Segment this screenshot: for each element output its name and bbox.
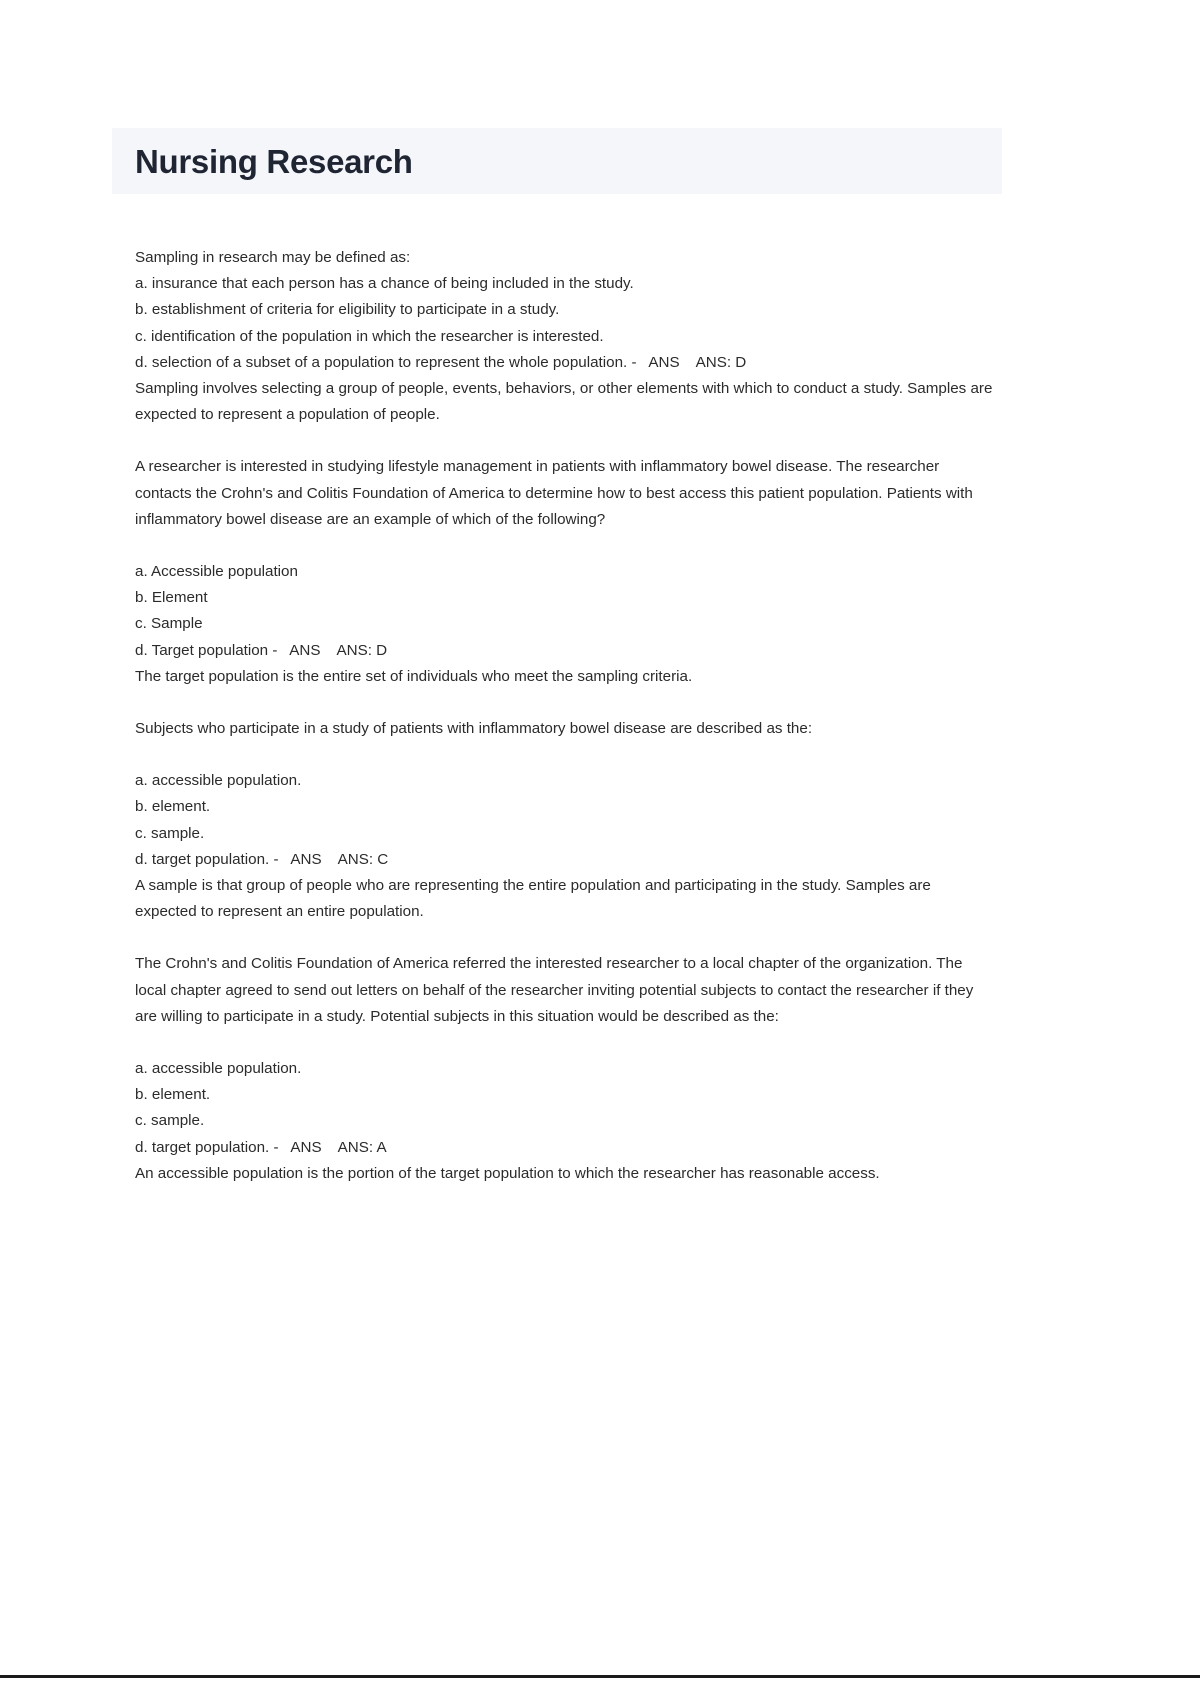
- option-a: a. insurance that each person has a chance of being included in the study.: [135, 275, 634, 293]
- question-block-4-options: [135, 1056, 995, 1187]
- question-stem: A researcher is interested in studying lifestyle management in patients with inflammatory bowel disease. The researcher contacts the Crohn's and Colitis Foundation of America to determine how to best access this patient population. Patients with inflammatory bowel disease are an example of which of the following?: [135, 458, 973, 528]
- option-d-answer: d. Target population - ANS ANS: D: [135, 641, 388, 659]
- answer-rationale: Sampling involves selecting a group of people, events, behaviors, or other elements with which to conduct a study. Samples are expected to represent a population of people.: [135, 380, 993, 424]
- option-d-answer: d. target population. - ANS ANS: C: [135, 850, 389, 868]
- option-d-answer: d. target population. - ANS ANS: A: [135, 1138, 387, 1156]
- option-c: c. sample.: [135, 824, 205, 842]
- question-block-4-stem: [135, 951, 995, 1030]
- option-c: c. identification of the population in which the researcher is interested.: [135, 327, 604, 345]
- option-a: a. Accessible population: [135, 563, 298, 581]
- option-b: b. element.: [135, 798, 211, 816]
- document-body: [135, 245, 995, 1187]
- question-block-3-options: [135, 768, 995, 925]
- question-block-1: [135, 245, 995, 428]
- question-stem: Sampling in research may be defined as:: [135, 249, 411, 266]
- answer-rationale: An accessible population is the portion of the target population to which the researcher has reasonable access.: [135, 1164, 880, 1182]
- question-stem: The Crohn's and Colitis Foundation of America referred the interested researcher to a local chapter of the organization. The local chapter agreed to send out letters on behalf of the researcher inviting potential subjects to contact the researcher if they are willing to participate in a study. Potential subjects in this situation would be described as the:: [135, 955, 974, 1025]
- question-block-2-options: [135, 559, 995, 690]
- answer-rationale: A sample is that group of people who are representing the entire population and participating in the study. Samples are expected to represent an entire population.: [135, 877, 931, 921]
- question-block-2-stem: [135, 454, 995, 533]
- answer-rationale: The target population is the entire set of individuals who meet the sampling criteria.: [135, 667, 693, 685]
- option-c: c. sample.: [135, 1112, 205, 1130]
- page-title: Nursing Research: [135, 142, 413, 180]
- option-b: b. element.: [135, 1086, 211, 1104]
- page-bottom-rule: [0, 1675, 1200, 1678]
- option-a: a. accessible population.: [135, 772, 302, 790]
- option-b: b. establishment of criteria for eligibility to participate in a study.: [135, 301, 560, 319]
- option-b: b. Element: [135, 589, 208, 607]
- question-stem: Subjects who participate in a study of patients with inflammatory bowel disease are described as the:: [135, 720, 813, 738]
- question-block-3-stem: [135, 716, 995, 742]
- option-a: a. accessible population.: [135, 1060, 302, 1078]
- option-c: c. Sample: [135, 615, 203, 633]
- title-banner: [112, 128, 1002, 194]
- option-d-answer: d. selection of a subset of a population to represent the whole population. - ANS ANS: D: [135, 353, 747, 371]
